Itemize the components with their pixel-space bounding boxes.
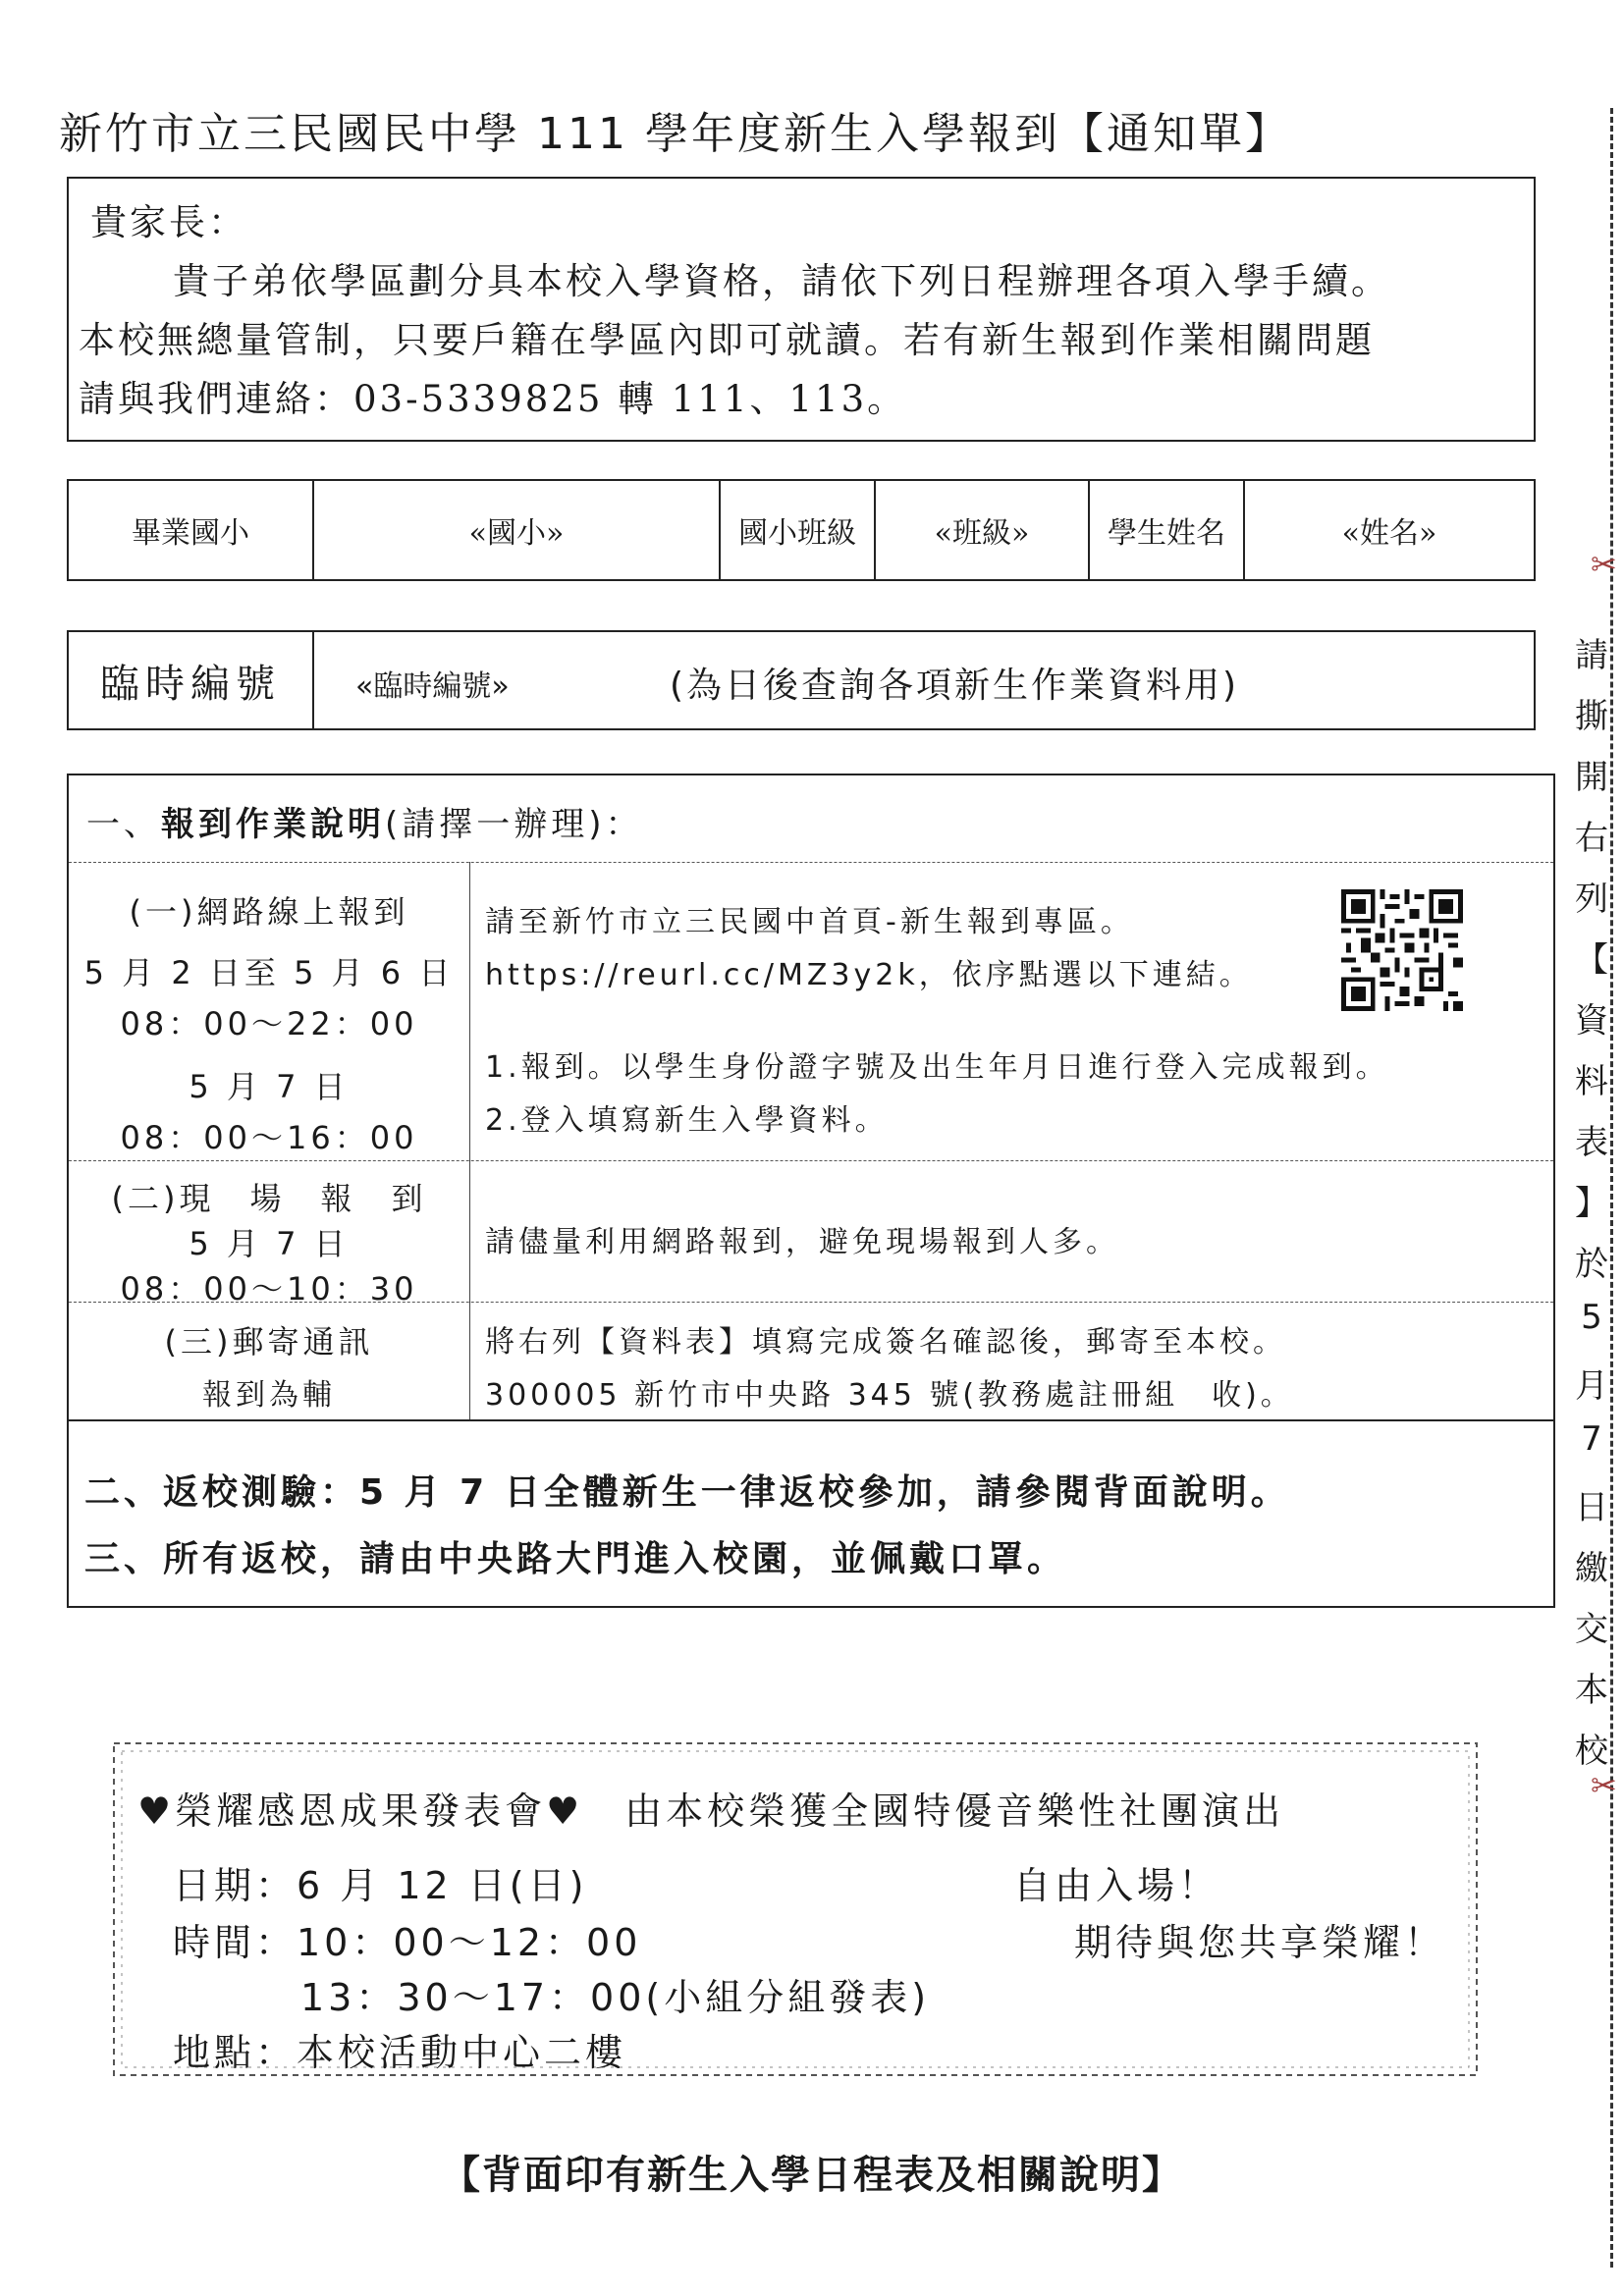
- mail-title: (三)郵寄通訊: [164, 1323, 374, 1361]
- side-note-char: 5: [1581, 1298, 1602, 1337]
- online-step-1: 1.報到。以學生身份證字號及出生年月日進行登入完成報到。: [485, 1050, 1389, 1085]
- divider: [69, 1160, 1553, 1161]
- online-desc-1: 請至新竹市立三民國中首頁-新生報到專區。: [485, 905, 1134, 939]
- concert-time: 時間：10：00～12：00: [173, 1921, 642, 1964]
- divider: [69, 1302, 1553, 1303]
- side-note-char: 右: [1575, 819, 1608, 858]
- item-return-test: 二、返校測驗：5 月 7 日全體新生一律返校參加，請參閱背面說明。: [84, 1472, 1290, 1513]
- name-label: 學生姓名: [1090, 481, 1245, 579]
- salutation: 貴家長：: [90, 201, 247, 243]
- letter-box: [67, 177, 1536, 442]
- report-heading-prefix: 一、: [86, 805, 161, 844]
- concert-time-2: 13：30～17：00(小組分組發表): [300, 1976, 931, 2019]
- report-heading-note: (請擇一辦理)：: [385, 805, 643, 844]
- online-title: (一)網路線上報到: [129, 893, 409, 931]
- online-step-2: 2.登入填寫新生入學資料。: [485, 1103, 889, 1138]
- side-note-char: 繳: [1575, 1549, 1608, 1588]
- concert-heading: ♥榮耀感恩成果發表會♥ 由本校榮獲全國特優音樂性社團演出: [137, 1789, 1285, 1833]
- school-value: «國小»: [314, 481, 721, 579]
- side-note-char: 請: [1575, 636, 1608, 675]
- side-note-char: 日: [1575, 1488, 1608, 1527]
- side-note-char: 於: [1575, 1245, 1608, 1284]
- side-note-char: 【: [1575, 940, 1608, 980]
- concert-free-entry: 自由入場！: [1013, 1864, 1220, 1907]
- side-note-char: 本: [1575, 1671, 1608, 1710]
- online-date-1: 5 月 2 日至 5 月 6 日: [83, 954, 455, 991]
- column-divider: [469, 862, 470, 1419]
- footer-note: 【背面印有新生入學日程表及相關說明】: [441, 2153, 1183, 2198]
- side-note-char: 校: [1575, 1732, 1608, 1771]
- mail-desc-2: 300005 新竹市中央路 345 號(教務處註冊組 收)。: [485, 1378, 1294, 1413]
- side-note-char: 資: [1575, 1001, 1608, 1041]
- online-time-1: 08：00～22：00: [120, 1005, 418, 1042]
- student-info-table: [67, 479, 1536, 581]
- online-time-2: 08：00～16：00: [120, 1119, 418, 1156]
- side-note-char: 撕: [1575, 697, 1608, 736]
- page-title: 新竹市立三民國民中學 111 學年度新生入學報到【通知單】: [59, 109, 1291, 159]
- concert-announcement: [108, 1737, 1483, 2081]
- temporary-id-note: (為日後查詢各項新生作業資料用): [670, 666, 1240, 706]
- concert-place: 地點：本校活動中心二樓: [173, 2031, 627, 2074]
- qr-code-icon: [1341, 889, 1463, 1011]
- class-label: 國小班級: [721, 481, 876, 579]
- side-note-char: 月: [1575, 1366, 1608, 1406]
- onsite-desc: 請儘量利用網路報到，避免現場報到人多。: [485, 1225, 1119, 1259]
- divider: [69, 1419, 1553, 1421]
- side-note-char: 】: [1575, 1184, 1608, 1223]
- temporary-id-box: [67, 630, 1536, 730]
- mail-desc-1: 將右列【資料表】填寫完成簽名確認後，郵寄至本校。: [485, 1325, 1286, 1360]
- onsite-title: (二)現 場 報 到: [111, 1180, 427, 1217]
- scissors-icon: ✂: [1591, 546, 1617, 583]
- side-note-char: 料: [1575, 1062, 1608, 1101]
- concert-share: 期待與您共享榮耀！: [1074, 1921, 1446, 1964]
- online-desc-2: https://reurl.cc/MZ3y2k，依序點選以下連結。: [485, 958, 1253, 992]
- side-note-char: 開: [1575, 758, 1608, 797]
- side-note-char: 交: [1575, 1610, 1608, 1649]
- class-value: «班級»: [876, 481, 1090, 579]
- onsite-time: 08：00～10：30: [120, 1270, 418, 1308]
- mail-subtitle: 報到為輔: [202, 1378, 336, 1413]
- name-value: «姓名»: [1341, 516, 1437, 551]
- temporary-id-label: 臨時編號: [69, 632, 314, 728]
- onsite-date: 5 月 7 日: [189, 1225, 350, 1262]
- letter-line-2: 本校無總量管制，只要戶籍在學區內即可就讀。若有新生報到作業相關問題: [79, 319, 1375, 361]
- school-label: 畢業國小: [69, 481, 314, 579]
- item-entrance: 三、所有返校，請由中央路大門進入校園，並佩戴口罩。: [84, 1539, 1067, 1579]
- side-note-char: 7: [1581, 1419, 1602, 1459]
- report-heading: [86, 797, 643, 845]
- letter-line-3: 請與我們連絡：03-5339825 轉 111、113。: [79, 378, 907, 420]
- divider: [69, 862, 1553, 863]
- side-note-char: 表: [1575, 1123, 1608, 1162]
- letter-line-1: 貴子弟依學區劃分具本校入學資格，請依下列日程辦理各項入學手續。: [173, 260, 1390, 302]
- scissors-icon: ✂: [1591, 1767, 1617, 1804]
- concert-date: 日期：6 月 12 日(日): [173, 1864, 588, 1907]
- report-heading-title: 報到作業說明: [161, 805, 385, 844]
- side-note-char: 列: [1575, 880, 1608, 919]
- online-date-2: 5 月 7 日: [189, 1068, 350, 1105]
- temporary-id-value: «臨時編號»: [355, 669, 510, 704]
- report-instructions: [67, 774, 1555, 1608]
